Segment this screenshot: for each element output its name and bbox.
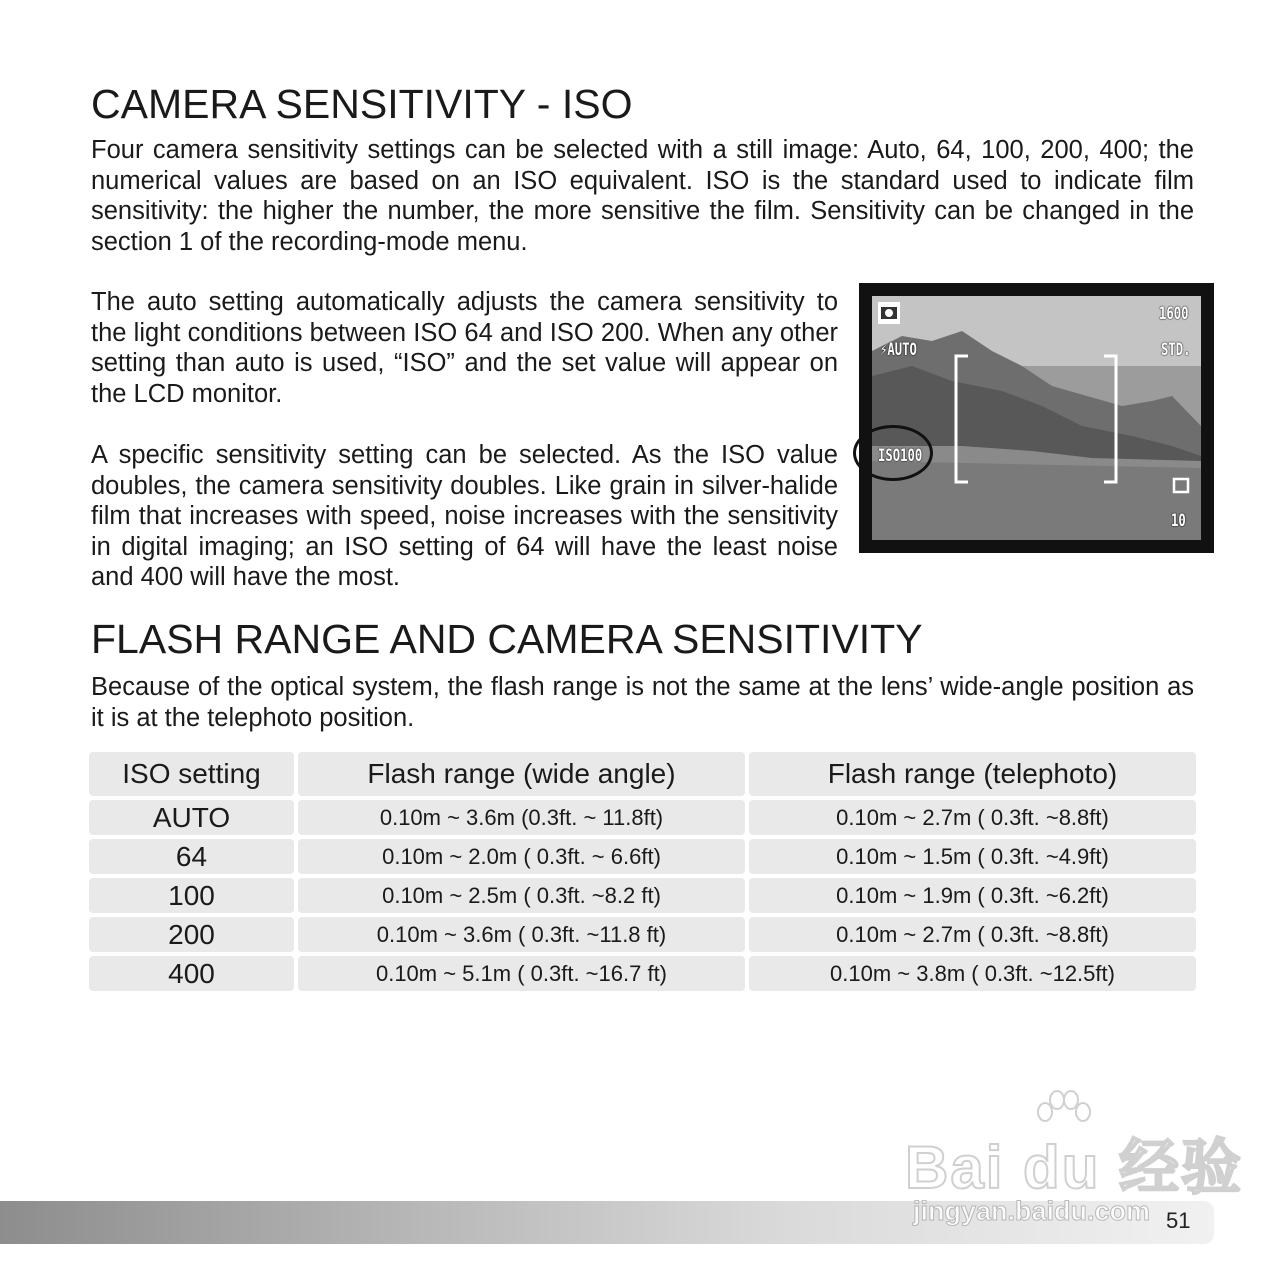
iso-cell: 200 [89,917,294,952]
table-row [89,878,1196,913]
wide-range-cell: 0.10m ~ 3.6m (0.3ft. ~ 11.8ft) [298,800,745,835]
header-iso-setting: ISO setting [89,752,294,796]
iso-cell: 64 [89,839,294,874]
flash-range-table [89,752,1196,995]
section-title-iso: CAMERA SENSITIVITY - ISO [91,81,633,127]
iso-cell: AUTO [89,800,294,835]
tele-range-cell: 0.10m ~ 1.9m ( 0.3ft. ~6.2ft) [749,878,1196,913]
iso-cell: 100 [89,878,294,913]
iso-indicator: ISO100 [878,446,923,466]
iso-callout-circle [853,425,933,481]
wide-range-cell: 0.10m ~ 3.6m ( 0.3ft. ~11.8 ft) [298,917,745,952]
table-row [89,956,1196,991]
header-telephoto: Flash range (telephoto) [749,752,1196,796]
section-title-flash: FLASH RANGE AND CAMERA SENSITIVITY [91,616,923,662]
intro-paragraph: Four camera sensitivity settings can be selected with a still image: Auto, 64, 100, 200, 400; the numerical values are based on an ISO equivalent. ISO is the standard used to indicate film sensitivity: the higher the number, the more sensitive the film. Sensitivity can be changed in the section 1 of the recording-mode menu. [91,136,1194,256]
flash-mode-indicator: ⚡AUTO [880,340,917,360]
auto-setting-paragraph: The auto setting automatically adjusts the camera sensitivity to the light conditions between ISO 64 and ISO 200. When any other setting than auto is used, “ISO” and the set value will appear on the LCD monitor. [91,288,838,408]
camera-mode-icon [878,302,900,324]
tele-range-cell: 0.10m ~ 2.7m ( 0.3ft. ~8.8ft) [749,917,1196,952]
frame-counter: 10 [1171,511,1186,531]
wide-range-cell: 0.10m ~ 2.0m ( 0.3ft. ~ 6.6ft) [298,839,745,874]
tele-range-cell: 0.10m ~ 1.5m ( 0.3ft. ~4.9ft) [749,839,1196,874]
landscape-photo [872,296,1201,540]
table-row [89,800,1196,835]
page-number: 51 [1166,1208,1191,1233]
lcd-monitor-illustration [859,283,1214,553]
specific-setting-paragraph: A specific sensitivity setting can be selected. As the ISO value doubles, the camera sensitivity doubles. Like grain in silver-halide film that increases with speed, noise increases with the sensitivity in digital imaging; an ISO setting of 64 will have the least noise and 400 will have the most. [91,441,838,591]
flash-intro-paragraph: Because of the optical system, the flash range is not the same at the lens’ wide-angle position as it is at the telephoto position. [91,673,1194,732]
wide-range-cell: 0.10m ~ 2.5m ( 0.3ft. ~8.2 ft) [298,878,745,913]
wide-range-cell: 0.10m ~ 5.1m ( 0.3ft. ~16.7 ft) [298,956,745,991]
resolution-indicator: 1600 [1159,304,1189,324]
watermark-url: jingyan.baidu.com [913,1196,1151,1226]
header-wide-angle: Flash range (wide angle) [298,752,745,796]
iso-cell: 400 [89,956,294,991]
table-row [89,839,1196,874]
lcd-screen [872,296,1201,540]
quality-indicator: STD. [1161,340,1191,360]
table-header-row [89,752,1196,796]
baidu-logo-text: Bai du 经验 [905,1134,1244,1201]
tele-range-cell: 0.10m ~ 3.8m ( 0.3ft. ~12.5ft) [749,956,1196,991]
table-row [89,917,1196,952]
tele-range-cell: 0.10m ~ 2.7m ( 0.3ft. ~8.8ft) [749,800,1196,835]
baidu-watermark [905,1090,1244,1230]
